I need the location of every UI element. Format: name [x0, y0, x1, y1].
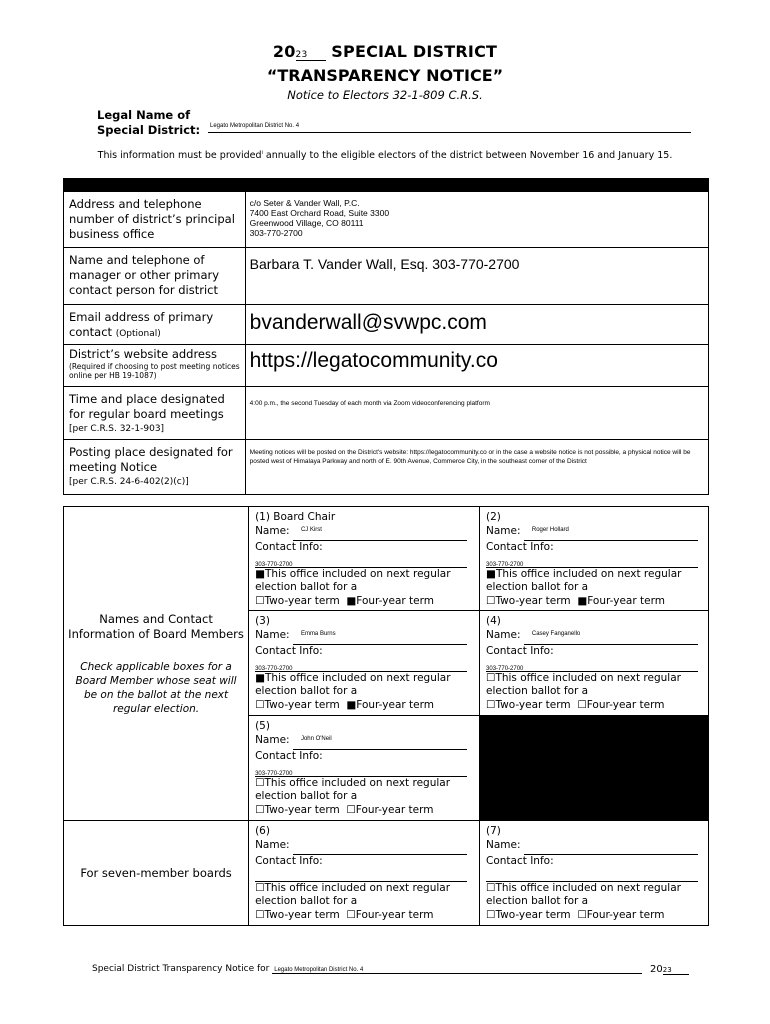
- member-office-row: ■This office included on next regular election ballot for a: [255, 671, 451, 697]
- member-number: (6): [255, 825, 270, 837]
- member-term-row: ☐Two-year term ☐Four-year term: [255, 803, 434, 816]
- member-name-row: Name: $^{CJ Kirst}$: [255, 525, 473, 542]
- member-contact-field[interactable]: 303-770-2700: [486, 659, 698, 672]
- member-name-field[interactable]: Emma Burns: [293, 629, 467, 646]
- member-contact-label: Contact Info:: [255, 541, 323, 553]
- office-included-checkbox[interactable]: ■: [255, 671, 265, 684]
- member-name-row: Name: $^{John O'Neil}$: [255, 734, 473, 751]
- office-included-checkbox[interactable]: ☐: [486, 881, 496, 894]
- address-field[interactable]: c/o Seter & Vander Wall, P.C. 7400 East Orchard Road, Suite 3300 Greenwood Village, CO 80111 303-770-2700: [245, 192, 708, 248]
- member-name-field[interactable]: John O'Neil: [293, 734, 467, 751]
- member-name-row: Name: $^{Roger Hollard}$: [486, 525, 702, 542]
- member-office-row: ☐This office included on next regular election ballot for a: [486, 881, 681, 907]
- board-members-table: [63, 506, 709, 926]
- office-included-checkbox[interactable]: ■: [486, 567, 496, 580]
- two-year-checkbox[interactable]: ☐: [255, 803, 265, 816]
- board-member-5: [249, 716, 480, 821]
- member-contact-field[interactable]: [255, 869, 467, 882]
- website-field[interactable]: https://legatocommunity.co: [245, 345, 708, 387]
- member-contact-field[interactable]: 303-770-2700: [255, 764, 467, 777]
- member-contact-label: Contact Info:: [255, 750, 323, 762]
- footer-year-field[interactable]: 23: [663, 966, 689, 975]
- member-name-field[interactable]: CJ Kirst: [293, 525, 467, 542]
- district-info-table: [63, 178, 709, 495]
- member-office-row: ☐This office included on next regular election ballot for a: [486, 671, 681, 697]
- legal-name-label: Legal Name of Special District:: [97, 108, 201, 137]
- office-included-checkbox[interactable]: ☐: [486, 671, 496, 684]
- four-year-checkbox[interactable]: ☐: [346, 908, 356, 921]
- header-bar: [64, 179, 709, 192]
- member-number: (4): [486, 615, 501, 627]
- member-name-field[interactable]: [293, 839, 467, 856]
- form-subtitle: Notice to Electors 32-1-809 C.R.S.: [287, 88, 483, 102]
- four-year-checkbox[interactable]: ☐: [577, 698, 587, 711]
- meeting-time-label: Time and place designated for regular board meetings [per C.R.S. 32-1-903]: [64, 387, 246, 440]
- member-contact-label: Contact Info:: [486, 645, 554, 657]
- title-year-field[interactable]: 23: [296, 50, 326, 61]
- member-term-row: ☐Two-year term ■Four-year term: [486, 594, 665, 607]
- footer-district-field[interactable]: Legato Metropolitan District No. 4: [272, 967, 642, 974]
- member-office-row: ☐This office included on next regular election ballot for a: [255, 776, 451, 802]
- member-contact-label: Contact Info:: [486, 541, 554, 553]
- board-member-1: [249, 507, 480, 611]
- member-office-row: ■This office included on next regular election ballot for a: [486, 567, 682, 593]
- two-year-checkbox[interactable]: ☐: [486, 594, 496, 607]
- member-contact-field[interactable]: 303-770-2700: [255, 659, 467, 672]
- member-name-row: Name: $^{Casey Fanganello}$: [486, 629, 702, 646]
- member-contact-label: Contact Info:: [255, 645, 323, 657]
- two-year-checkbox[interactable]: ☐: [255, 594, 265, 607]
- board-member-7: [480, 821, 709, 926]
- member-term-row: ☐Two-year term ☐Four-year term: [255, 908, 434, 921]
- legal-name-field[interactable]: Legato Metropolitan District No. 4: [208, 119, 691, 133]
- member-term-row: ☐Two-year term ☐Four-year term: [486, 908, 665, 921]
- member-number: (3): [255, 615, 270, 627]
- seven-member-label: For seven-member boards: [64, 821, 249, 926]
- office-included-checkbox[interactable]: ☐: [255, 776, 265, 789]
- four-year-checkbox[interactable]: ■: [346, 698, 357, 711]
- footer-year: 2023: [650, 964, 689, 975]
- member-office-row: ■This office included on next regular election ballot for a: [255, 567, 451, 593]
- board-member-6: [249, 821, 480, 926]
- board-member-2: [480, 507, 709, 611]
- two-year-checkbox[interactable]: ☐: [255, 698, 265, 711]
- email-label: Email address of primary contact (Optional): [64, 305, 246, 345]
- address-label: Address and telephone number of district’s principal business office: [64, 192, 246, 248]
- two-year-checkbox[interactable]: ☐: [255, 908, 265, 921]
- four-year-checkbox[interactable]: ■: [346, 594, 357, 607]
- member-contact-label: Contact Info:: [255, 855, 323, 867]
- board-member-3: [249, 611, 480, 716]
- member-number: (1) Board Chair: [255, 511, 336, 523]
- member-number: (2): [486, 511, 501, 523]
- notice-instruction: This information must be provided$^i$ annually to the eligible electors of the district between November 16 and January 15.: [97, 150, 673, 162]
- member-name-row: Name:: [255, 839, 473, 856]
- member-term-row: ☐Two-year term ☐Four-year term: [486, 698, 665, 711]
- board-members-side-label: Names and Contact Information of Board Members Check applicable boxes for a Board Member whose seat will be on the ballot at the next regular election.: [64, 507, 249, 821]
- manager-field[interactable]: Barbara T. Vander Wall, Esq. 303-770-2700: [245, 248, 708, 305]
- member-number: (7): [486, 825, 501, 837]
- member-name-row: Name: $^{Emma Burns}$: [255, 629, 473, 646]
- member-name-field[interactable]: Roger Hollard: [524, 525, 698, 542]
- member-term-row: ☐Two-year term ■Four-year term: [255, 698, 434, 711]
- form-title-notice: “TRANSPARENCY NOTICE”: [266, 66, 504, 85]
- two-year-checkbox[interactable]: ☐: [486, 908, 496, 921]
- two-year-checkbox[interactable]: ☐: [486, 698, 496, 711]
- member-number: (5): [255, 720, 270, 732]
- four-year-checkbox[interactable]: ☐: [346, 803, 356, 816]
- office-included-checkbox[interactable]: ■: [255, 567, 265, 580]
- member-contact-field[interactable]: [486, 869, 698, 882]
- member-term-row: ☐Two-year term ■Four-year term: [255, 594, 434, 607]
- four-year-checkbox[interactable]: ☐: [577, 908, 587, 921]
- member-office-row: ☐This office included on next regular election ballot for a: [255, 881, 451, 907]
- email-field[interactable]: bvanderwall@svwpc.com: [245, 305, 708, 345]
- website-label: District’s website address (Required if choosing to post meeting notices online per HB 19-1087): [64, 345, 246, 387]
- posting-place-label: Posting place designated for meeting Notice [per C.R.S. 24-6-402(2)(c)]: [64, 440, 246, 495]
- member-contact-field[interactable]: 303-770-2700: [486, 555, 698, 568]
- member-name-field[interactable]: [524, 839, 698, 856]
- member-name-field[interactable]: Casey Fanganello: [524, 629, 698, 646]
- form-title: 2023 SPECIAL DISTRICT: [272, 42, 498, 61]
- meeting-time-field[interactable]: 4:00 p.m., the second Tuesday of each month via Zoom videoconferencing platform: [245, 387, 708, 440]
- redacted-block: [480, 716, 709, 821]
- board-member-4: [480, 611, 709, 716]
- four-year-checkbox[interactable]: ■: [577, 594, 588, 607]
- member-name-row: Name:: [486, 839, 702, 856]
- office-included-checkbox[interactable]: ☐: [255, 881, 265, 894]
- manager-label: Name and telephone of manager or other primary contact person for district: [64, 248, 246, 305]
- member-contact-field[interactable]: 303-770-2700: [255, 555, 467, 568]
- footer-label: Special District Transparency Notice for Legato Metropolitan District No. 4: [92, 964, 642, 974]
- member-contact-label: Contact Info:: [486, 855, 554, 867]
- posting-place-field[interactable]: Meeting notices will be posted on the District's website: https://legatocommunity.co or in the case a website notice is not possible, a physical notice will be posted west of Himalaya Parkway and north of E. 90th Avenue, Commerce City, in the southeast corner of the District: [245, 440, 708, 495]
